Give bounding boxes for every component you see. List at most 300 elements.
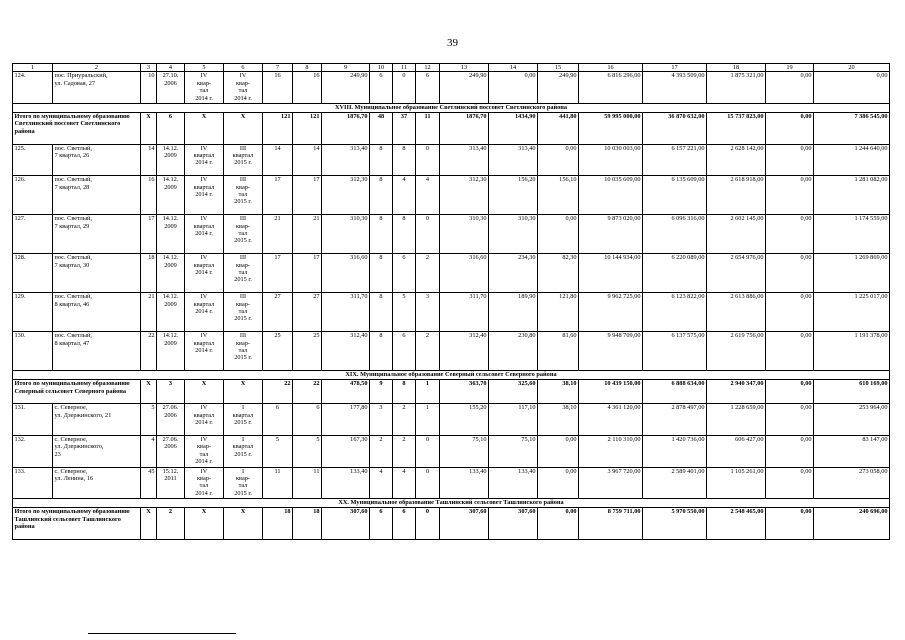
table-row	[13, 176, 890, 215]
table-cell: 81,60	[538, 332, 579, 371]
total-cell: 1876,70	[440, 113, 489, 145]
table-cell: IV квар- тал 2014 г.	[224, 72, 263, 104]
table-cell: 5	[393, 293, 416, 332]
table-cell: 14	[293, 144, 322, 176]
column-number: 13	[440, 64, 489, 72]
table-cell: 0,00	[766, 293, 814, 332]
table-cell: 155,20	[440, 404, 489, 436]
table-cell: 2 110 310,00	[579, 435, 643, 467]
table-cell: 2 628 142,00	[707, 144, 766, 176]
table-cell: 1 105 261,00	[707, 467, 766, 499]
table-row	[13, 72, 890, 104]
table-cell: 273 058,00	[814, 467, 890, 499]
table-cell: I квартал 2015 г.	[224, 435, 263, 467]
table-cell: 156,20	[489, 176, 538, 215]
table-cell: 312,30	[440, 176, 489, 215]
table-cell: пос. Светлый, 7 квартал, 30	[53, 254, 141, 293]
table-cell: 17	[263, 254, 293, 293]
table-cell: 27	[263, 293, 293, 332]
table-row	[13, 254, 890, 293]
table-cell: 6 157 221,00	[643, 144, 707, 176]
table-cell: 132.	[13, 435, 53, 467]
table-cell: 1 269 869,00	[814, 254, 890, 293]
table-cell: 27	[293, 293, 322, 332]
table-cell: 14.12. 2009	[157, 144, 185, 176]
total-cell: 1	[416, 380, 440, 404]
column-number: 4	[157, 64, 185, 72]
table-cell: 6	[293, 404, 322, 436]
table-cell: 2 654 976,00	[707, 254, 766, 293]
table-cell: I квар- тал 2015 г.	[224, 467, 263, 499]
total-cell: 6	[157, 113, 185, 145]
total-cell: 22	[293, 380, 322, 404]
table-cell: 6 816 296,00	[579, 72, 643, 104]
table-cell: 1 281 082,00	[814, 176, 890, 215]
table-cell: 6	[393, 332, 416, 371]
total-cell: Х	[185, 380, 224, 404]
total-cell: 48	[370, 113, 393, 145]
table-cell: 313,40	[322, 144, 370, 176]
column-number: 1	[13, 64, 53, 72]
table-cell: 0,00	[766, 467, 814, 499]
table-cell: 75,10	[489, 435, 538, 467]
table-cell: 3	[370, 404, 393, 436]
table-cell: 17	[263, 176, 293, 215]
column-number: 12	[416, 64, 440, 72]
table-cell: 14.12. 2009	[157, 254, 185, 293]
section-heading-row	[13, 104, 890, 113]
total-cell: 610 169,00	[814, 380, 890, 404]
section-heading-row	[13, 499, 890, 508]
table-cell: 0	[416, 467, 440, 499]
table-cell: 17	[293, 254, 322, 293]
total-cell: 0,00	[766, 508, 814, 540]
table-cell: IV квар- тал 2014 г.	[185, 467, 224, 499]
table-cell: 1 225 017,00	[814, 293, 890, 332]
table-cell: 167,30	[322, 435, 370, 467]
table-cell: 133.	[13, 467, 53, 499]
column-number: 17	[643, 64, 707, 72]
table-cell: 9 873 020,00	[579, 215, 643, 254]
table-cell: 133,40	[440, 467, 489, 499]
section-heading: XIX. Муниципальное образование Северный сельсовет Северного района	[13, 371, 890, 380]
column-number: 16	[579, 64, 643, 72]
total-cell: Х	[141, 113, 157, 145]
total-cell: 8	[393, 380, 416, 404]
table-cell: 126.	[13, 176, 53, 215]
table-cell: 124.	[13, 72, 53, 104]
column-number: 7	[263, 64, 293, 72]
table-row	[13, 332, 890, 371]
table-cell: 117,10	[489, 404, 538, 436]
table-cell: 0,00	[766, 144, 814, 176]
table-cell: 5	[293, 435, 322, 467]
column-number: 2	[53, 64, 141, 72]
total-label: Итого по муниципальному образованию Северный сельсовет Северного района	[13, 380, 141, 404]
table-cell: 0,00	[766, 404, 814, 436]
total-cell: Х	[224, 508, 263, 540]
table-cell: 0,00	[489, 72, 538, 104]
table-cell: 14.12. 2009	[157, 176, 185, 215]
table-cell: 2 589 401,00	[643, 467, 707, 499]
table-cell: IV квартал 2014 г.	[185, 404, 224, 436]
total-cell: 121	[293, 113, 322, 145]
table-cell: 1 174 559,00	[814, 215, 890, 254]
table-cell: 0,00	[766, 215, 814, 254]
total-cell: 325,60	[489, 380, 538, 404]
table-cell: 14.12. 2009	[157, 293, 185, 332]
table-cell: 4	[393, 176, 416, 215]
table-cell: 6	[370, 72, 393, 104]
column-number: 19	[766, 64, 814, 72]
table-cell: 0	[416, 435, 440, 467]
table-cell: IV квар- тал 2014 г.	[185, 435, 224, 467]
section-heading-row	[13, 371, 890, 380]
total-cell: 478,50	[322, 380, 370, 404]
total-cell: 0,00	[766, 113, 814, 145]
table-cell: пос. Приуральский, ул. Садовая, 27	[53, 72, 141, 104]
total-cell: 18	[263, 508, 293, 540]
table-cell: 2	[393, 435, 416, 467]
table-cell: 4	[141, 435, 157, 467]
table-cell: 121,80	[538, 293, 579, 332]
table-cell: IV квартал 2014 г.	[185, 332, 224, 371]
table-cell: 15.12. 2011	[157, 467, 185, 499]
table-row	[13, 144, 890, 176]
table-cell: 128.	[13, 254, 53, 293]
table-cell: 316,60	[440, 254, 489, 293]
total-cell: 10 439 150,00	[579, 380, 643, 404]
table-cell: 230,80	[489, 332, 538, 371]
table-cell: 10 035 609,00	[579, 176, 643, 215]
total-cell: 8 759 711,00	[579, 508, 643, 540]
table-cell: III квар- тал 2015 г.	[224, 254, 263, 293]
table-cell: 8	[370, 176, 393, 215]
table-cell: 6 096 316,00	[643, 215, 707, 254]
total-label: Итого по муниципальному образованию Ташлинский сельсовет Ташлинского района	[13, 508, 141, 540]
table-cell: 2	[416, 254, 440, 293]
table-cell: 25	[293, 332, 322, 371]
total-cell: 36 870 632,00	[643, 113, 707, 145]
table-cell: 27.10. 2006	[157, 72, 185, 104]
table-cell: 11	[263, 467, 293, 499]
table-cell: 5	[141, 404, 157, 436]
table-cell: 0,00	[766, 254, 814, 293]
table-cell: 45	[141, 467, 157, 499]
table-cell: 0,00	[766, 176, 814, 215]
table-cell: 249,90	[538, 72, 579, 104]
total-cell: 37	[393, 113, 416, 145]
table-cell: 14.12. 2009	[157, 332, 185, 371]
table-cell: 234,30	[489, 254, 538, 293]
table-cell: 10 030 003,00	[579, 144, 643, 176]
total-cell: 9	[370, 380, 393, 404]
table-cell: III квар- тал 2015 г.	[224, 293, 263, 332]
table-cell: 5	[263, 435, 293, 467]
table-cell: 14.12. 2009	[157, 215, 185, 254]
table-cell: IV квартал 2014 г.	[185, 254, 224, 293]
table-cell: 6 135 609,00	[643, 176, 707, 215]
column-number: 5	[185, 64, 224, 72]
total-cell: 0	[416, 508, 440, 540]
column-number: 3	[141, 64, 157, 72]
total-row	[13, 508, 890, 540]
total-cell: 2 940 347,00	[707, 380, 766, 404]
table-cell: 2 618 918,00	[707, 176, 766, 215]
table-cell: 83 147,00	[814, 435, 890, 467]
total-cell: 307,60	[489, 508, 538, 540]
total-cell: Х	[141, 380, 157, 404]
total-cell: 7 386 545,00	[814, 113, 890, 145]
table-cell: IV квар- тал 2014 г.	[185, 72, 224, 104]
table-cell: 133,40	[489, 467, 538, 499]
table-row	[13, 435, 890, 467]
table-cell: 11	[293, 467, 322, 499]
table-cell: 2 619 756,00	[707, 332, 766, 371]
table-cell: 8	[370, 144, 393, 176]
page-number: 39	[447, 37, 458, 49]
table-cell: 16	[263, 72, 293, 104]
table-cell: 1 244 640,00	[814, 144, 890, 176]
total-cell: 18	[293, 508, 322, 540]
table-cell: 17	[293, 176, 322, 215]
table-cell: 130.	[13, 332, 53, 371]
table-cell: 1	[416, 404, 440, 436]
table-cell: 606 427,00	[707, 435, 766, 467]
total-cell: 441,80	[538, 113, 579, 145]
table-cell: 4 361 120,00	[579, 404, 643, 436]
table-cell: III квар- тал 2015 г.	[224, 332, 263, 371]
total-cell: 1434,90	[489, 113, 538, 145]
table-cell: 0,00	[538, 215, 579, 254]
total-row	[13, 113, 890, 145]
total-cell: 38,10	[538, 380, 579, 404]
total-cell: 1876,70	[322, 113, 370, 145]
table-cell: IV квартал 2014 г.	[185, 176, 224, 215]
table-cell: 82,30	[538, 254, 579, 293]
column-number: 14	[489, 64, 538, 72]
table-cell: 1 228 659,00	[707, 404, 766, 436]
table-cell: 9 962 725,00	[579, 293, 643, 332]
table-cell: 16	[293, 72, 322, 104]
table-cell: 6 137 575,00	[643, 332, 707, 371]
column-number: 6	[224, 64, 263, 72]
table-cell: 4 393 509,00	[643, 72, 707, 104]
total-cell: Х	[185, 113, 224, 145]
table-cell: 22	[141, 332, 157, 371]
table-cell: 0,00	[766, 332, 814, 371]
table-cell: 8	[370, 332, 393, 371]
table-cell: 313,40	[489, 144, 538, 176]
total-cell: 307,60	[440, 508, 489, 540]
table-row	[13, 467, 890, 499]
total-cell: 6 888 634,00	[643, 380, 707, 404]
table-cell: 0,00	[766, 435, 814, 467]
table-cell: 2	[370, 435, 393, 467]
table-cell: 249,90	[440, 72, 489, 104]
table-cell: 127.	[13, 215, 53, 254]
table-row	[13, 404, 890, 436]
total-cell: 363,70	[440, 380, 489, 404]
column-number: 15	[538, 64, 579, 72]
table-cell: 3 967 720,00	[579, 467, 643, 499]
table-cell: 0,00	[538, 435, 579, 467]
table-cell: 311,70	[440, 293, 489, 332]
table-cell: 21	[263, 215, 293, 254]
table-cell: III квар- тал 2015 г.	[224, 176, 263, 215]
table-cell: 8	[370, 254, 393, 293]
table-cell: 6	[393, 254, 416, 293]
table-cell: IV квартал 2014 г.	[185, 215, 224, 254]
table-cell: 310,30	[440, 215, 489, 254]
total-cell: Х	[224, 380, 263, 404]
table-cell: пос. Светлый, 8 квартал, 46	[53, 293, 141, 332]
total-cell: 22	[263, 380, 293, 404]
table-cell: 6 220 089,00	[643, 254, 707, 293]
table-cell: 6	[263, 404, 293, 436]
table-cell: 0,00	[766, 72, 814, 104]
table-cell: 75,10	[440, 435, 489, 467]
table-cell: 1 420 736,00	[643, 435, 707, 467]
table-cell: 129.	[13, 293, 53, 332]
total-cell: 307,60	[322, 508, 370, 540]
total-cell: 2	[157, 508, 185, 540]
total-cell: 59 995 000,00	[579, 113, 643, 145]
table-cell: пос. Светлый, 7 квартал, 28	[53, 176, 141, 215]
total-cell: 5 970 550,00	[643, 508, 707, 540]
table-cell: 249,90	[322, 72, 370, 104]
table-cell: 2 878 497,00	[643, 404, 707, 436]
total-cell: 121	[263, 113, 293, 145]
table-cell: 4	[416, 176, 440, 215]
total-cell: 0,00	[538, 508, 579, 540]
total-cell: 3	[157, 380, 185, 404]
total-cell: 6	[370, 508, 393, 540]
total-row	[13, 380, 890, 404]
table-cell: 21	[293, 215, 322, 254]
table-cell: 316,60	[322, 254, 370, 293]
table-cell: 156,10	[538, 176, 579, 215]
table-cell: IV квартал 2014 г.	[185, 144, 224, 176]
table-cell: 8	[393, 144, 416, 176]
table-cell: 9 948 709,00	[579, 332, 643, 371]
table-cell: 27.06. 2006	[157, 435, 185, 467]
table-cell: 8	[370, 293, 393, 332]
table-cell: 3	[416, 293, 440, 332]
table-cell: пос. Светлый, 7 квартал, 29	[53, 215, 141, 254]
table-cell: 6	[416, 72, 440, 104]
table-cell: 38,10	[538, 404, 579, 436]
table-cell: 313,40	[440, 144, 489, 176]
table-cell: 2 613 886,00	[707, 293, 766, 332]
table-cell: 27.06. 2006	[157, 404, 185, 436]
total-cell: 240 696,00	[814, 508, 890, 540]
table-cell: 125.	[13, 144, 53, 176]
table-cell: 312,40	[440, 332, 489, 371]
table-row	[13, 215, 890, 254]
table-cell: 10	[141, 72, 157, 104]
total-cell: 0,00	[766, 380, 814, 404]
total-cell: 15 737 823,00	[707, 113, 766, 145]
column-number: 18	[707, 64, 766, 72]
table-cell: 10 144 934,00	[579, 254, 643, 293]
table-cell: с. Северное, ул. Дзержинского, 21	[53, 404, 141, 436]
table-cell: 14	[263, 144, 293, 176]
table-cell: пос. Светлый, 7 квартал, 26	[53, 144, 141, 176]
table-cell: 25	[263, 332, 293, 371]
table-cell: 4	[393, 467, 416, 499]
table-cell: I квартал 2015 г.	[224, 404, 263, 436]
table-cell: IV квартал 2014 г.	[185, 293, 224, 332]
table-cell: 311,70	[322, 293, 370, 332]
table-cell: 177,80	[322, 404, 370, 436]
table-cell: 310,30	[489, 215, 538, 254]
table-cell: 8	[393, 215, 416, 254]
table-cell: 312,30	[322, 176, 370, 215]
table-cell: 0,00	[538, 467, 579, 499]
table-cell: 2	[416, 332, 440, 371]
table-cell: 0	[416, 144, 440, 176]
table-cell: пос. Светлый, 8 квартал, 47	[53, 332, 141, 371]
table-cell: с. Северное, ул. Ленина, 16	[53, 467, 141, 499]
total-cell: 11	[416, 113, 440, 145]
table-cell: 2 602 145,00	[707, 215, 766, 254]
table-cell: 310,30	[322, 215, 370, 254]
table-cell: 1 875 321,00	[707, 72, 766, 104]
table-cell: 14	[141, 144, 157, 176]
table-cell: 0,00	[814, 72, 890, 104]
column-number: 20	[814, 64, 890, 72]
table-cell: 17	[141, 215, 157, 254]
table-cell: 2	[393, 404, 416, 436]
table-cell: 4	[370, 467, 393, 499]
total-cell: 2 548 465,00	[707, 508, 766, 540]
table-cell: 1 191 378,00	[814, 332, 890, 371]
table-cell: 253 964,00	[814, 404, 890, 436]
total-label: Итого по муниципальному образованию Светлинский поссовет Светлинского района	[13, 113, 141, 145]
total-cell: Х	[185, 508, 224, 540]
column-number: 11	[393, 64, 416, 72]
table-cell: 0,00	[538, 144, 579, 176]
table-cell: 133,40	[322, 467, 370, 499]
footnote-rule	[88, 633, 236, 634]
table-cell: 21	[141, 293, 157, 332]
table-cell: 189,90	[489, 293, 538, 332]
table-row	[13, 293, 890, 332]
table-cell: с. Северное, ул. Дзержинского, 23	[53, 435, 141, 467]
data-table	[12, 63, 890, 540]
table-cell: 312,40	[322, 332, 370, 371]
column-number: 10	[370, 64, 393, 72]
column-number: 8	[293, 64, 322, 72]
table-cell: 131.	[13, 404, 53, 436]
table-cell: III квартал 2015 г.	[224, 144, 263, 176]
total-cell: Х	[141, 508, 157, 540]
section-heading: XVIII. Муниципальное образование Светлинский поссовет Светлинского района	[13, 104, 890, 113]
table-cell: III квар- тал 2015 г.	[224, 215, 263, 254]
table-cell: 0	[416, 215, 440, 254]
table-cell: 8	[370, 215, 393, 254]
column-number: 9	[322, 64, 370, 72]
table-cell: 6 123 822,00	[643, 293, 707, 332]
table-cell: 18	[141, 254, 157, 293]
column-number-row	[13, 64, 890, 72]
table-cell: 0	[393, 72, 416, 104]
total-cell: Х	[224, 113, 263, 145]
section-heading: XX. Муниципальное образование Ташлинский сельсовет Ташлинского района	[13, 499, 890, 508]
total-cell: 6	[393, 508, 416, 540]
table-cell: 16	[141, 176, 157, 215]
